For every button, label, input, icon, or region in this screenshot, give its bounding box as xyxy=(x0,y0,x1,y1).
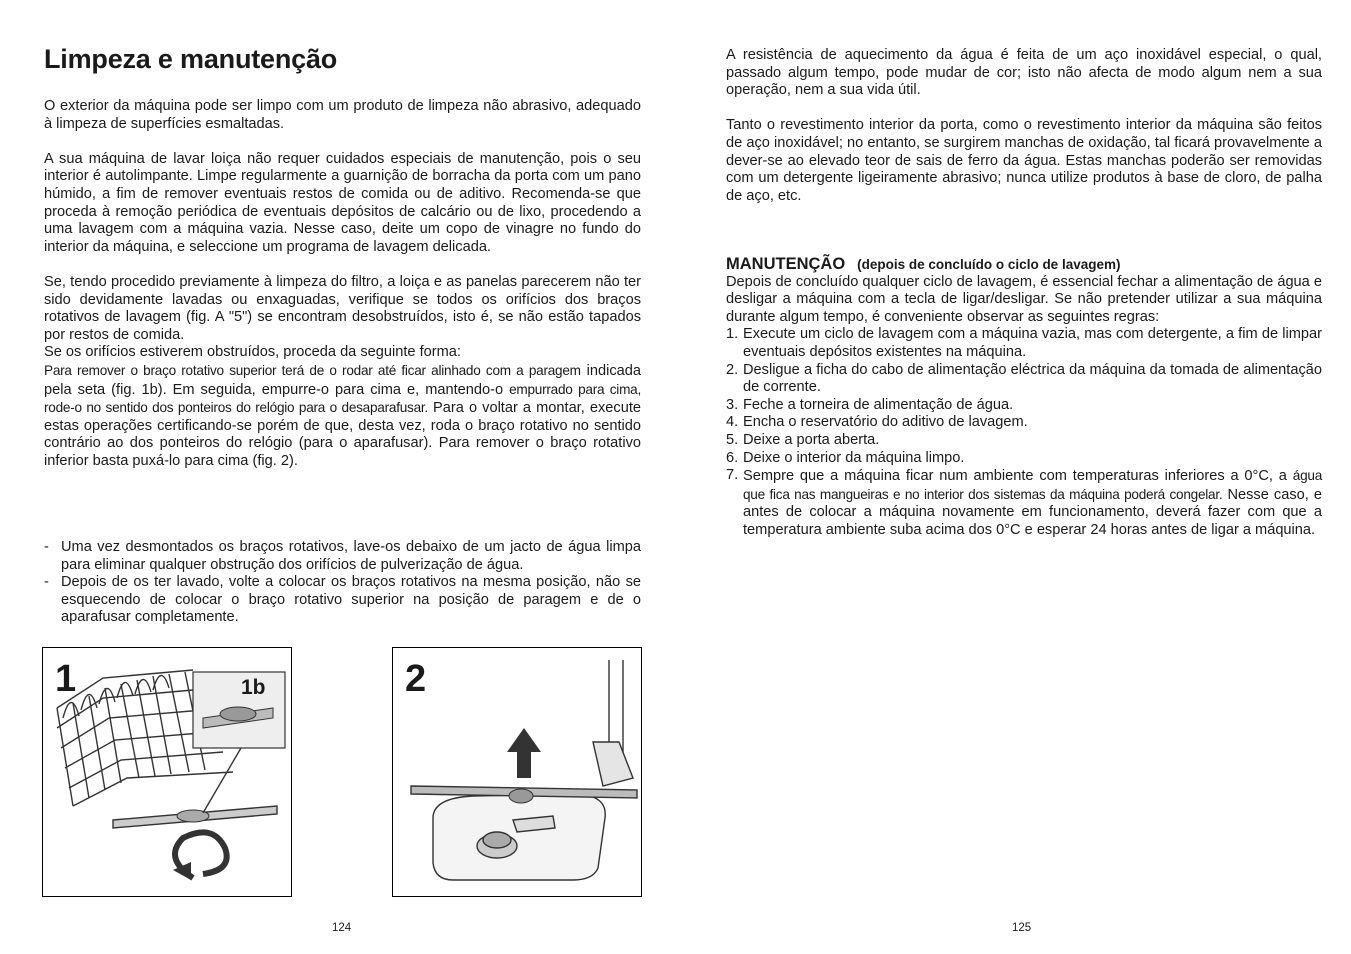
text-small-line-1: Para remover o braço rotativo superior terá de o rodar até ficar alinhado com a paragem xyxy=(44,362,581,378)
figure-1b-label: 1b xyxy=(241,676,266,699)
paragraph-remove-upper-arm xyxy=(44,362,641,471)
list-item xyxy=(726,362,1322,397)
page-number-left: 124 xyxy=(332,922,352,934)
page-title: Limpeza e manutenção xyxy=(44,44,338,74)
list-number: 2. xyxy=(726,361,739,378)
paragraph-exterior-cleaning: O exterior da máquina pode ser limpo com um produto de limpeza não abrasivo, adequado à limpeza de superfícies esmaltadas. xyxy=(44,98,641,132)
list-number: 6. xyxy=(726,449,739,466)
text-line-2: indicada pela seta (fig. 1b). Em seguida, empurre-o para cima e, mantendo-o xyxy=(44,362,641,398)
paragraph-spray-arm-check: Se, tendo procedido previamente à limpeza do filtro, a loiça e as panelas parecerem não ter sido devidamente lavadas ou enxaguadas, verifique se todos os orifícios dos braços rotativos de lavagem (fig. A "5") se encontram desobstruídos, isto é, se não estão tapados por restos de comida. xyxy=(44,273,641,343)
list-item xyxy=(726,432,1322,450)
list-item xyxy=(44,539,641,574)
list-text: Desligue a ficha do cabo de alimentação eléctrica da máquina da tomada de alimentação de corrente. xyxy=(743,361,1322,396)
list-number: 5. xyxy=(726,431,739,448)
list-number: 3. xyxy=(726,396,739,413)
left-text-block xyxy=(44,98,641,470)
list-text: Deixe o interior da máquina limpo. xyxy=(743,449,965,466)
bullet-text: Uma vez desmontados os braços rotativos, lave-os debaixo de um jacto de água limpa para eliminar qualquer obstrução dos orifícios de pulverização de água. xyxy=(61,539,641,573)
paragraph-self-cleaning: A sua máquina de lavar loiça não requer cuidados especiais de manutenção, pois o seu interior é autolimpante. Limpe regularmente a guarnição de borracha da porta com um pano húmido, a fim de remover eventuais restos de comida ou de aditivo. Recomenda-se que proceda à remoção periódica de eventuais depósitos de calcário ou de lixo, procedendo a uma lavagem com a máquina vazia. Nesse caso, deite um copo de vinagre no fundo do interior da máquina, e seleccione um programa de lavagem delicada. xyxy=(44,150,641,255)
list-text-small-line: água que fica nas mangueiras e no interior dos sistemas da máquina poderá congelar. xyxy=(743,468,1323,502)
text-remaining: Para o voltar a montar, execute estas operações certificando-se porém de que, desta vez, roda o braço rotativo no sentido contrário ao dos ponteiros do relógio (para o aparafusar). Para remover o braço rotativo inferior basta puxá-lo para cima (fig. 2). xyxy=(44,400,641,469)
bullet-mark: - xyxy=(44,539,49,555)
list-item xyxy=(726,397,1322,415)
bullet-mark: - xyxy=(44,574,49,591)
list-text: Deixe a porta aberta. xyxy=(743,431,880,448)
paragraph-obstructed: Se os orifícios estiverem obstruídos, proceda da seguinte forma: xyxy=(44,344,461,361)
maintenance-intro: Depois de concluído qualquer ciclo de lavagem, é essencial fechar a alimentação de água e desligar a máquina com a tecla de ligar/desligar. Se não pretender utilizar a sua máquina durante algum tempo, é conveniente observar as seguintes regras: xyxy=(726,273,1322,325)
figure-2 xyxy=(392,647,642,897)
list-item xyxy=(726,467,1322,539)
right-text-block xyxy=(726,47,1322,205)
bullet-text: Depois de os ter lavado, volte a colocar os braços rotativos na mesma posição, não se esquecendo de colocar o braço rotativo superior na posição de paragem e de o aparafusar completamente. xyxy=(61,574,641,626)
figure-2-label: 2 xyxy=(405,658,427,700)
list-item xyxy=(726,414,1322,432)
paragraph-heating-element: A resistência de aquecimento da água é feita de um aço inoxidável especial, o qual, passado algum tempo, pode mudar de cor; isto não afecta de modo algum nem a sua operação, nem a sua vida útil. xyxy=(726,47,1322,99)
list-text: Feche a torneira de alimentação de água. xyxy=(743,396,1014,413)
list-text-remaining: Nesse caso, e antes de colocar a máquina novamente em funcionamento, deverá fazer com que a temperatura ambiente suba acima dos 0°C e esperar 24 horas antes de ligar a máquina. xyxy=(743,486,1322,538)
list-number: 1. xyxy=(726,326,739,343)
maintenance-heading-subtitle: (depois de concluído o ciclo de lavagem) xyxy=(857,257,1121,272)
paragraph-stainless-steel: Tanto o revestimento interior da porta, como o revestimento interior da máquina são feitos de aço inoxidável; no entanto, se surgirem manchas de oxidação, tal ficará provavelmente a dever-se ao elevado teor de sais de ferro da água. Estas manchas poderão ser removidas com um detergente ligeiramente abrasivo; nunca utilize produtos à base de cloro, de palha de aço, etc. xyxy=(726,117,1322,204)
spray-arm-bullets xyxy=(44,539,641,627)
text-small-line-3: empurrado para cima, rode-o no sentido dos ponteiros do relógio para o desaparafusar. xyxy=(44,381,641,416)
list-item xyxy=(726,326,1322,361)
figure-1-label: 1 xyxy=(55,658,77,700)
figure-2-drawing xyxy=(393,648,641,896)
maintenance-heading-title: MANUTENÇÃO xyxy=(726,255,846,273)
page-number-right: 125 xyxy=(1012,922,1032,934)
list-number: 7. xyxy=(726,467,739,484)
list-text-line-1: Sempre que a máquina ficar num ambiente com temperaturas inferiores a 0°C, a xyxy=(743,468,1287,485)
maintenance-section xyxy=(726,256,1322,540)
list-text: Execute um ciclo de lavagem com a máquina vazia, mas com detergente, a fim de limpar eventuais depósitos existentes na máquina. xyxy=(743,326,1322,360)
list-number: 4. xyxy=(726,414,739,431)
figure-1 xyxy=(42,647,292,897)
maintenance-heading xyxy=(726,256,1322,274)
maintenance-rules-list xyxy=(726,326,1322,539)
list-text: Encha o reservatório do aditivo de lavagem. xyxy=(743,414,1028,431)
list-item xyxy=(726,450,1322,468)
list-item xyxy=(44,574,641,627)
